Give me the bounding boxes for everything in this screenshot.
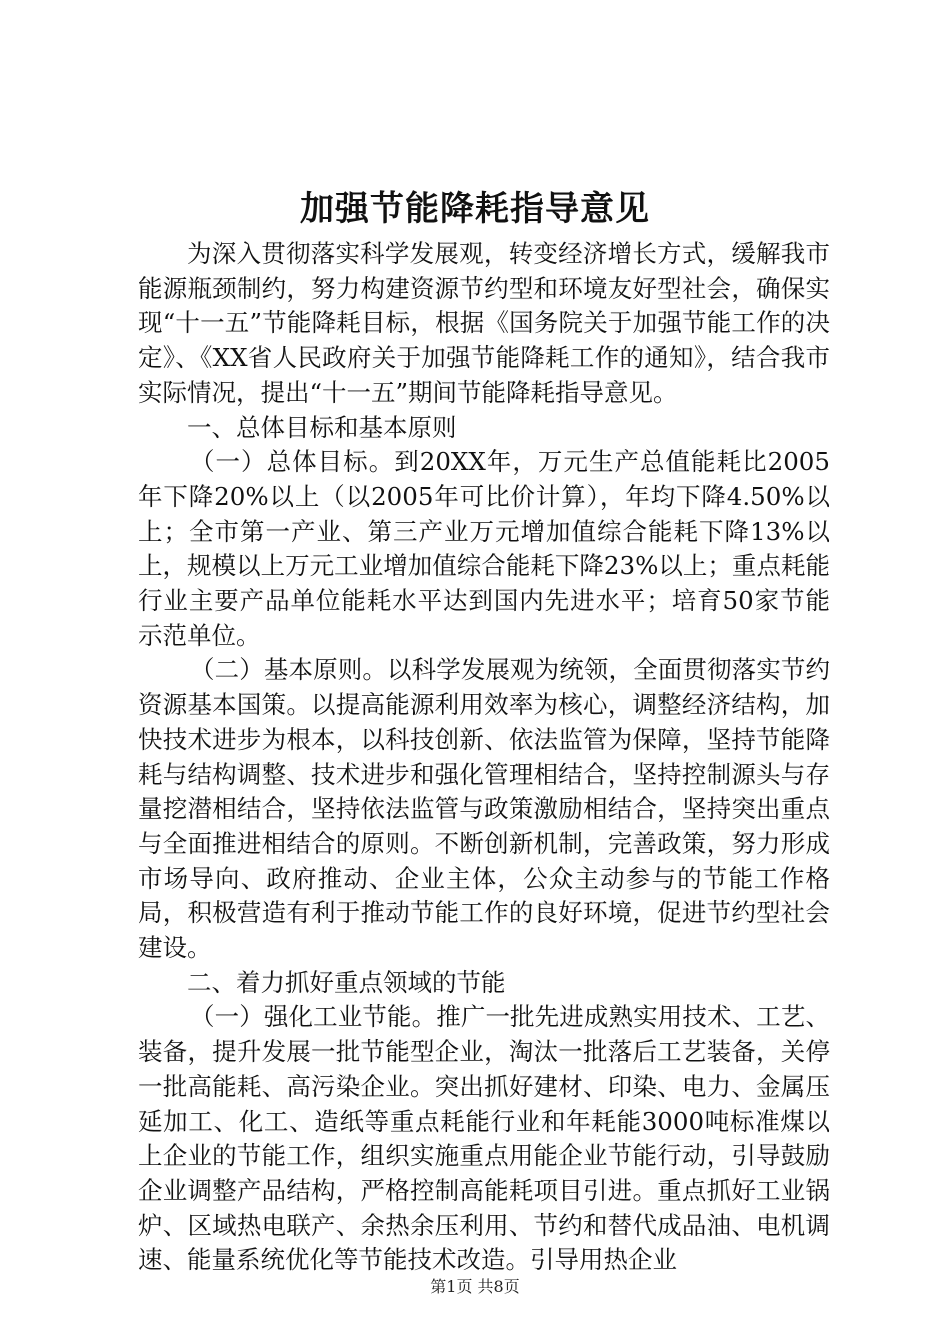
document-title: 加强节能降耗指导意见 xyxy=(300,189,650,229)
paragraph-basic-principles: （二）基本原则。以科学发展观为统领，全面贯彻落实节约资源基本国策。以提高能源利用效率为核心，调整经济结构，加快技术进步为根本，以科技创新、依法监管为保障，坚持节能降耗与结构调整、技术进步和强化管理相结合，坚持控制源头与存量挖潜相结合，坚持依法监管与政策激励相结合，坚持突出重点与全面推进相结合的原则。不断创新机制，完善政策，努力形成市场导向、政府推动、企业主体，公众主动参与的节能工作格局，积极营造有利于推动节能工作的良好环境，促进节约型社会建设。 xyxy=(138,655,830,963)
intro-paragraph: 为深入贯彻落实科学发展观，转变经济增长方式，缓解我市能源瓶颈制约，努力构建资源节约型和环境友好型社会，确保实现“十一五”节能降耗目标，根据《国务院关于加强节能工作的决定》、《XX省人民政府关于加强节能降耗工作的通知》，结合我市实际情况，提出“十一五”期间节能降耗指导意见。 xyxy=(138,239,830,407)
section-heading-1: 一、总体目标和基本原则 xyxy=(187,412,457,442)
page-footer: 第1页 共8页 xyxy=(430,1277,520,1296)
document-body xyxy=(138,237,830,1278)
section-heading-2: 二、着力抓好重点领域的节能 xyxy=(187,967,506,997)
paragraph-overall-goal: （一）总体目标。到20XX年，万元生产总值能耗比2005年下降20%以上（以2005年可比价计算），年均下降4.50%以上；全市第一产业、第三产业万元增加值综合能耗下降13%以上，规模以上万元工业增加值综合能耗下降23%以上；重点耗能行业主要产品单位能耗水平达到国内先进水平；培育50家节能示范单位。 xyxy=(138,447,830,650)
paragraph-industrial-energy-saving: （一）强化工业节能。推广一批先进成熟实用技术、工艺、装备，提升发展一批节能型企业，淘汰一批落后工艺装备，关停一批高能耗、高污染企业。突出抓好建材、印染、电力、金属压延加工、化工、造纸等重点耗能行业和年耗能3000吨标准煤以上企业的节能工作，组织实施重点用能企业节能行动，引导鼓励企业调整产品结构，严格控制高能耗项目引进。重点抓好工业锅炉、区域热电联产、余热余压利用、节约和替代成品油、电机调速、能量系统优化等节能技术改造。引导用热企业 xyxy=(138,1002,830,1275)
